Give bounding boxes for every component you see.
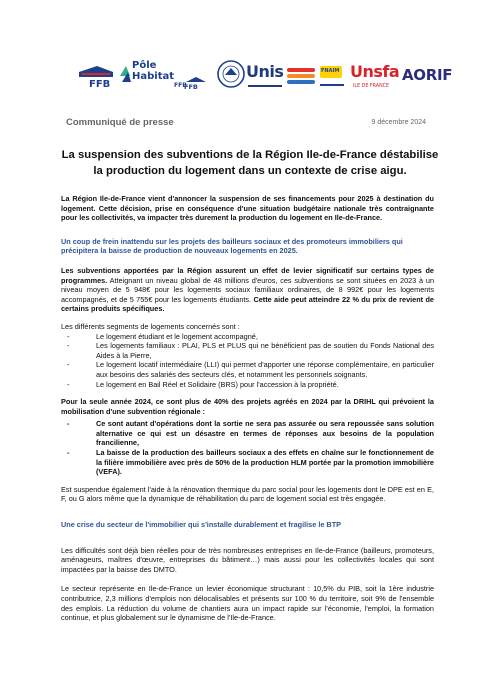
- ffb-logo: [77, 64, 117, 92]
- section1-paragraph4: Est suspendue également l'aide à la rénovation thermique du parc social pour les logements dont le DPE est en E, F, ou G alors même que la dynamique de réhabilitation du parc de logement social est très engagée.: [61, 484, 434, 504]
- ffb-logo-text: FFB: [89, 79, 111, 90]
- unsfa-sub-text: ILE DE FRANCE: [353, 84, 390, 89]
- unis-logo-text: Unis: [246, 62, 284, 81]
- fnaim-subline: [320, 84, 344, 86]
- housing-segments-list: [61, 332, 434, 390]
- ffb-small-logo-text: FFB: [184, 83, 198, 91]
- fnaim-logo-text: FNAIM: [321, 68, 340, 74]
- list-item: - Le logement en Bail Réel et Solidaire (BRS) pour l'accession à la propriété.: [61, 380, 434, 390]
- list-item: - La baisse de la production des bailleurs sociaux a des effets en chaîne sur le fonctionnement de la filière immobilière avec près de 50% de la production HLM portée par la promotion immobilière (VEFA).: [61, 448, 434, 477]
- pole-habitat-roof-icon: [118, 62, 132, 86]
- section2-paragraph2: Le secteur représente en Ile-de-France un levier économique structurant : 10,5% du PIB, soit la 1ère industrie contributrice, 2,3 millions d'emplois non délocalisables et présents sur 100 % du territoire, soit 9% de l'ensemble des emplois. La réduction du volume de chantiers aura un impact rapide sur l'économie, l'emploi, la formation continue, et plus globalement sur le dynamisme de l'Ile-de-France.: [61, 584, 434, 623]
- unsfa-logo: [350, 60, 402, 96]
- unis-logo: [246, 60, 286, 94]
- pole-habitat-line2: Habitat: [132, 71, 175, 82]
- aorif-logo: [402, 64, 458, 88]
- union-seal-logo: [216, 59, 246, 89]
- partner-logos: [0, 54, 495, 102]
- list-item: - Ce sont autant d'opérations dont la sortie ne sera pas assurée ou sera repoussée sans solution alternative ce qui est un désastre en termes de réponses aux besoins de la population francilienne,: [61, 419, 434, 448]
- list-item: - Le logement étudiant et le logement accompagné,: [61, 332, 434, 342]
- unsfa-logo-text: Unsfa: [350, 62, 400, 81]
- aorif-logo-text: AORIF: [402, 66, 453, 84]
- impacts-list: [61, 419, 434, 477]
- pole-habitat-line1: Pôle: [132, 60, 157, 71]
- section1-p1-emphasis: Cette aide peut atteindre 22 % du prix de revient de certains produits spécifiques.: [61, 294, 434, 314]
- page-title: La suspension des subventions de la Région Ile-de-France déstabilise la production du logement dans un contexte de crise aigu.: [61, 149, 439, 177]
- ffb-small-logo: [184, 76, 216, 94]
- publication-date: 9 décembre 2024: [371, 119, 426, 126]
- section1-paragraph3: Pour la seule année 2024, ce sont plus de 40% des projets agréés en 2024 par la DRIHL qui prévoient la mobilisation d'une subvention régionale :: [61, 397, 434, 416]
- pole-habitat-sub: FFB: [174, 82, 187, 89]
- list-item: - Les logements familiaux : PLAI, PLS et PLUS qui ne bénéficient pas de soutien du Fonds National des Aides à la Pierre,: [61, 341, 434, 360]
- document-type: Communiqué de presse: [66, 117, 174, 128]
- seal-emblem-icon: [216, 59, 246, 89]
- section1-paragraph1: [61, 266, 434, 314]
- press-release-body: [61, 194, 434, 623]
- pole-habitat-logo: [118, 58, 188, 94]
- section1-p1-lead: Les subventions apportées par la Région assurent un effet de levier significatif sur certains types de programmes.: [61, 265, 434, 285]
- intro-paragraph: La Région Ile-de-France vient d'annoncer la suspension de ses financements pour 2025 à destination du logement. Cette décision, prise en conséquence d'une situation budgétaire nationale très contraignante pour les collectivités, va impacter très durement la production du logement en Ile-de-France.: [61, 194, 434, 223]
- unis-underline: [248, 85, 282, 87]
- section2-paragraph1: Les difficultés sont déjà bien réelles pour de très nombreuses entreprises en Ile-de-France (bailleurs, promoteurs, aménageurs, maîtres d'œuvre, entreprises du bâtiment…) mais aussi pour les collectivités locales qui sont impactées par la baisse des DMTO.: [61, 545, 434, 574]
- section2-title: Une crise du secteur de l'immobilier qui s'installe durablement et fragilise le BTP: [61, 520, 342, 530]
- list-item: - Le logement locatif intermédiaire (LLI) qui permet d'apporter une réponse complémentaire, en particulier aux besoins des salariés des secteurs clés, et notamment les personnels soignants.: [61, 360, 434, 379]
- fnaim-logo: [317, 62, 347, 96]
- federation-promoteurs-logo: [285, 66, 317, 88]
- section1-p1-text: Atteignant un niveau global de 48 millions d'euros, ces subventions se sont situées en 2023 à un niveau moyen de 5 948€ pour les logements sociaux familiaux ordinaires, de 8 992€ pour les logements accompagnés, et de 5 755€ pour les logements étudiants.: [61, 275, 434, 304]
- section1-paragraph2: Les différents segments de logements concernés sont :: [61, 321, 240, 331]
- waves-emblem-icon: [285, 66, 317, 88]
- section1-title: Un coup de frein inattendu sur les projets des bailleurs sociaux et des promoteurs immobiliers qui précipitera la baisse de production de nouveaux logements en 2025.: [61, 236, 403, 256]
